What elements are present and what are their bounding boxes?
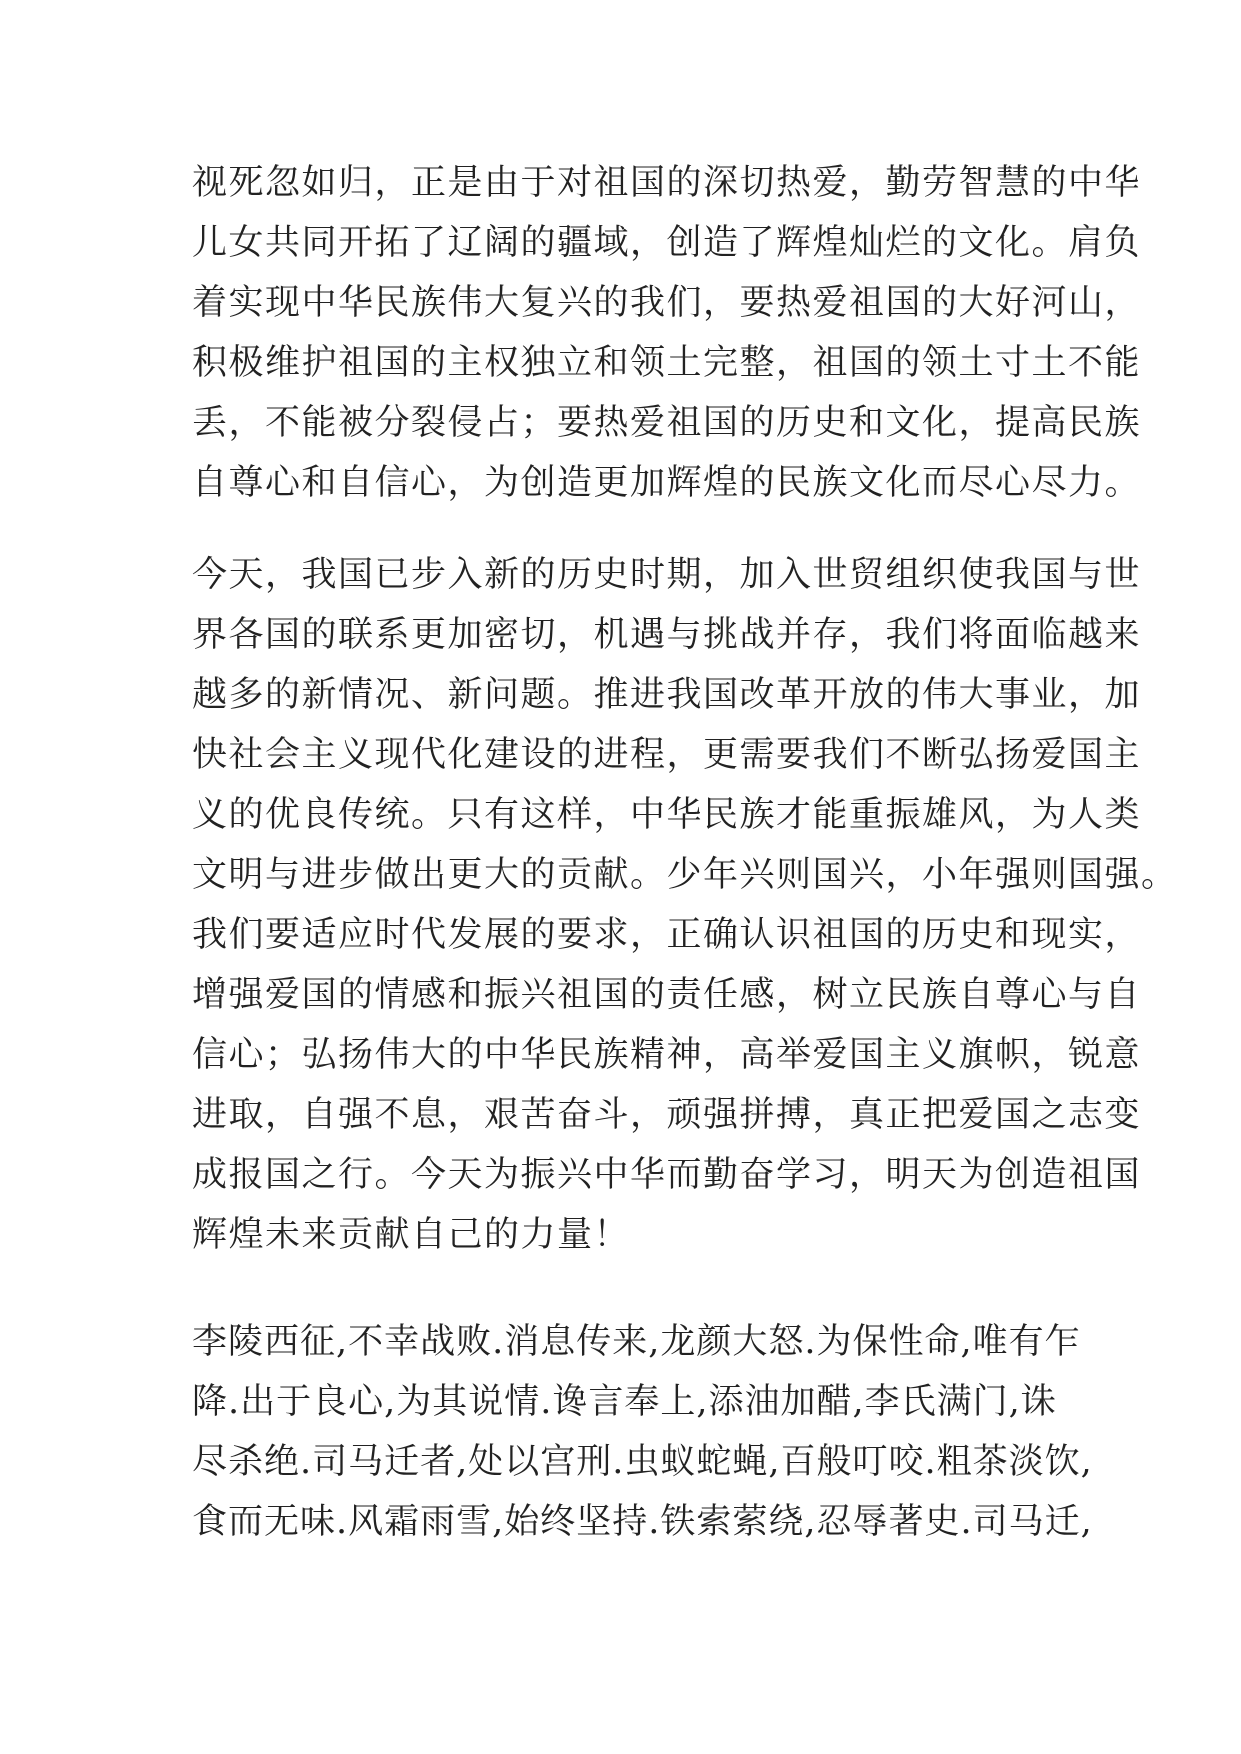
text-line: 视死忽如归，正是由于对祖国的深切热爱，勤劳智慧的中华 <box>192 163 1142 203</box>
text-line: 着实现中华民族伟大复兴的我们，要热爱祖国的大好河山， <box>192 283 1142 323</box>
text-line: 信心；弘扬伟大的中华民族精神，高举爱国主义旗帜，锐意 <box>192 1035 1142 1075</box>
text-line: 丢，不能被分裂侵占；要热爱祖国的历史和文化，提高民族 <box>192 403 1142 443</box>
text-line: 快社会主义现代化建设的进程，更需要我们不断弘扬爱国主 <box>192 735 1142 775</box>
text-line: 降.出于良心,为其说情.谗言奉上,添油加醋,李氏满门,诛 <box>192 1382 1057 1422</box>
text-line: 进取，自强不息，艰苦奋斗，顽强拼搏，真正把爱国之志变 <box>192 1095 1142 1135</box>
text-line: 自尊心和自信心，为创造更加辉煌的民族文化而尽心尽力。 <box>192 463 1142 503</box>
text-line: 今天，我国已步入新的历史时期，加入世贸组织使我国与世 <box>192 555 1142 595</box>
text-line: 成报国之行。今天为振兴中华而勤奋学习，明天为创造祖国 <box>192 1155 1142 1195</box>
text-line: 文明与进步做出更大的贡献。少年兴则国兴，小年强则国强。 <box>192 855 1178 895</box>
text-line: 辉煌未来贡献自己的力量！ <box>192 1215 631 1255</box>
text-line: 界各国的联系更加密切，机遇与挑战并存，我们将面临越来 <box>192 615 1142 655</box>
text-line: 义的优良传统。只有这样，中华民族才能重振雄风，为人类 <box>192 795 1142 835</box>
text-line: 儿女共同开拓了辽阔的疆域，创造了辉煌灿烂的文化。肩负 <box>192 223 1142 263</box>
paragraph-patriotism <box>192 153 1142 513</box>
text-line: 积极维护祖国的主权独立和领土完整，祖国的领土寸土不能 <box>192 343 1142 383</box>
text-line: 李陵西征,不幸战败.消息传来,龙颜大怒.为保性命,唯有乍 <box>192 1322 1081 1362</box>
text-line: 我们要适应时代发展的要求，正确认识祖国的历史和现实， <box>192 915 1142 955</box>
text-line: 食而无味.风霜雨雪,始终坚持.铁索萦绕,忍辱著史.司马迁, <box>192 1502 1093 1542</box>
text-line: 尽杀绝.司马迁者,处以宫刑.虫蚁蛇蝇,百般叮咬.粗茶淡饮, <box>192 1442 1093 1482</box>
text-line: 越多的新情况、新问题。推进我国改革开放的伟大事业，加 <box>192 675 1142 715</box>
paragraph-sima-qian <box>192 1312 1092 1552</box>
paragraph-new-era <box>192 545 1178 1265</box>
text-line: 增强爱国的情感和振兴祖国的责任感，树立民族自尊心与自 <box>192 975 1142 1015</box>
